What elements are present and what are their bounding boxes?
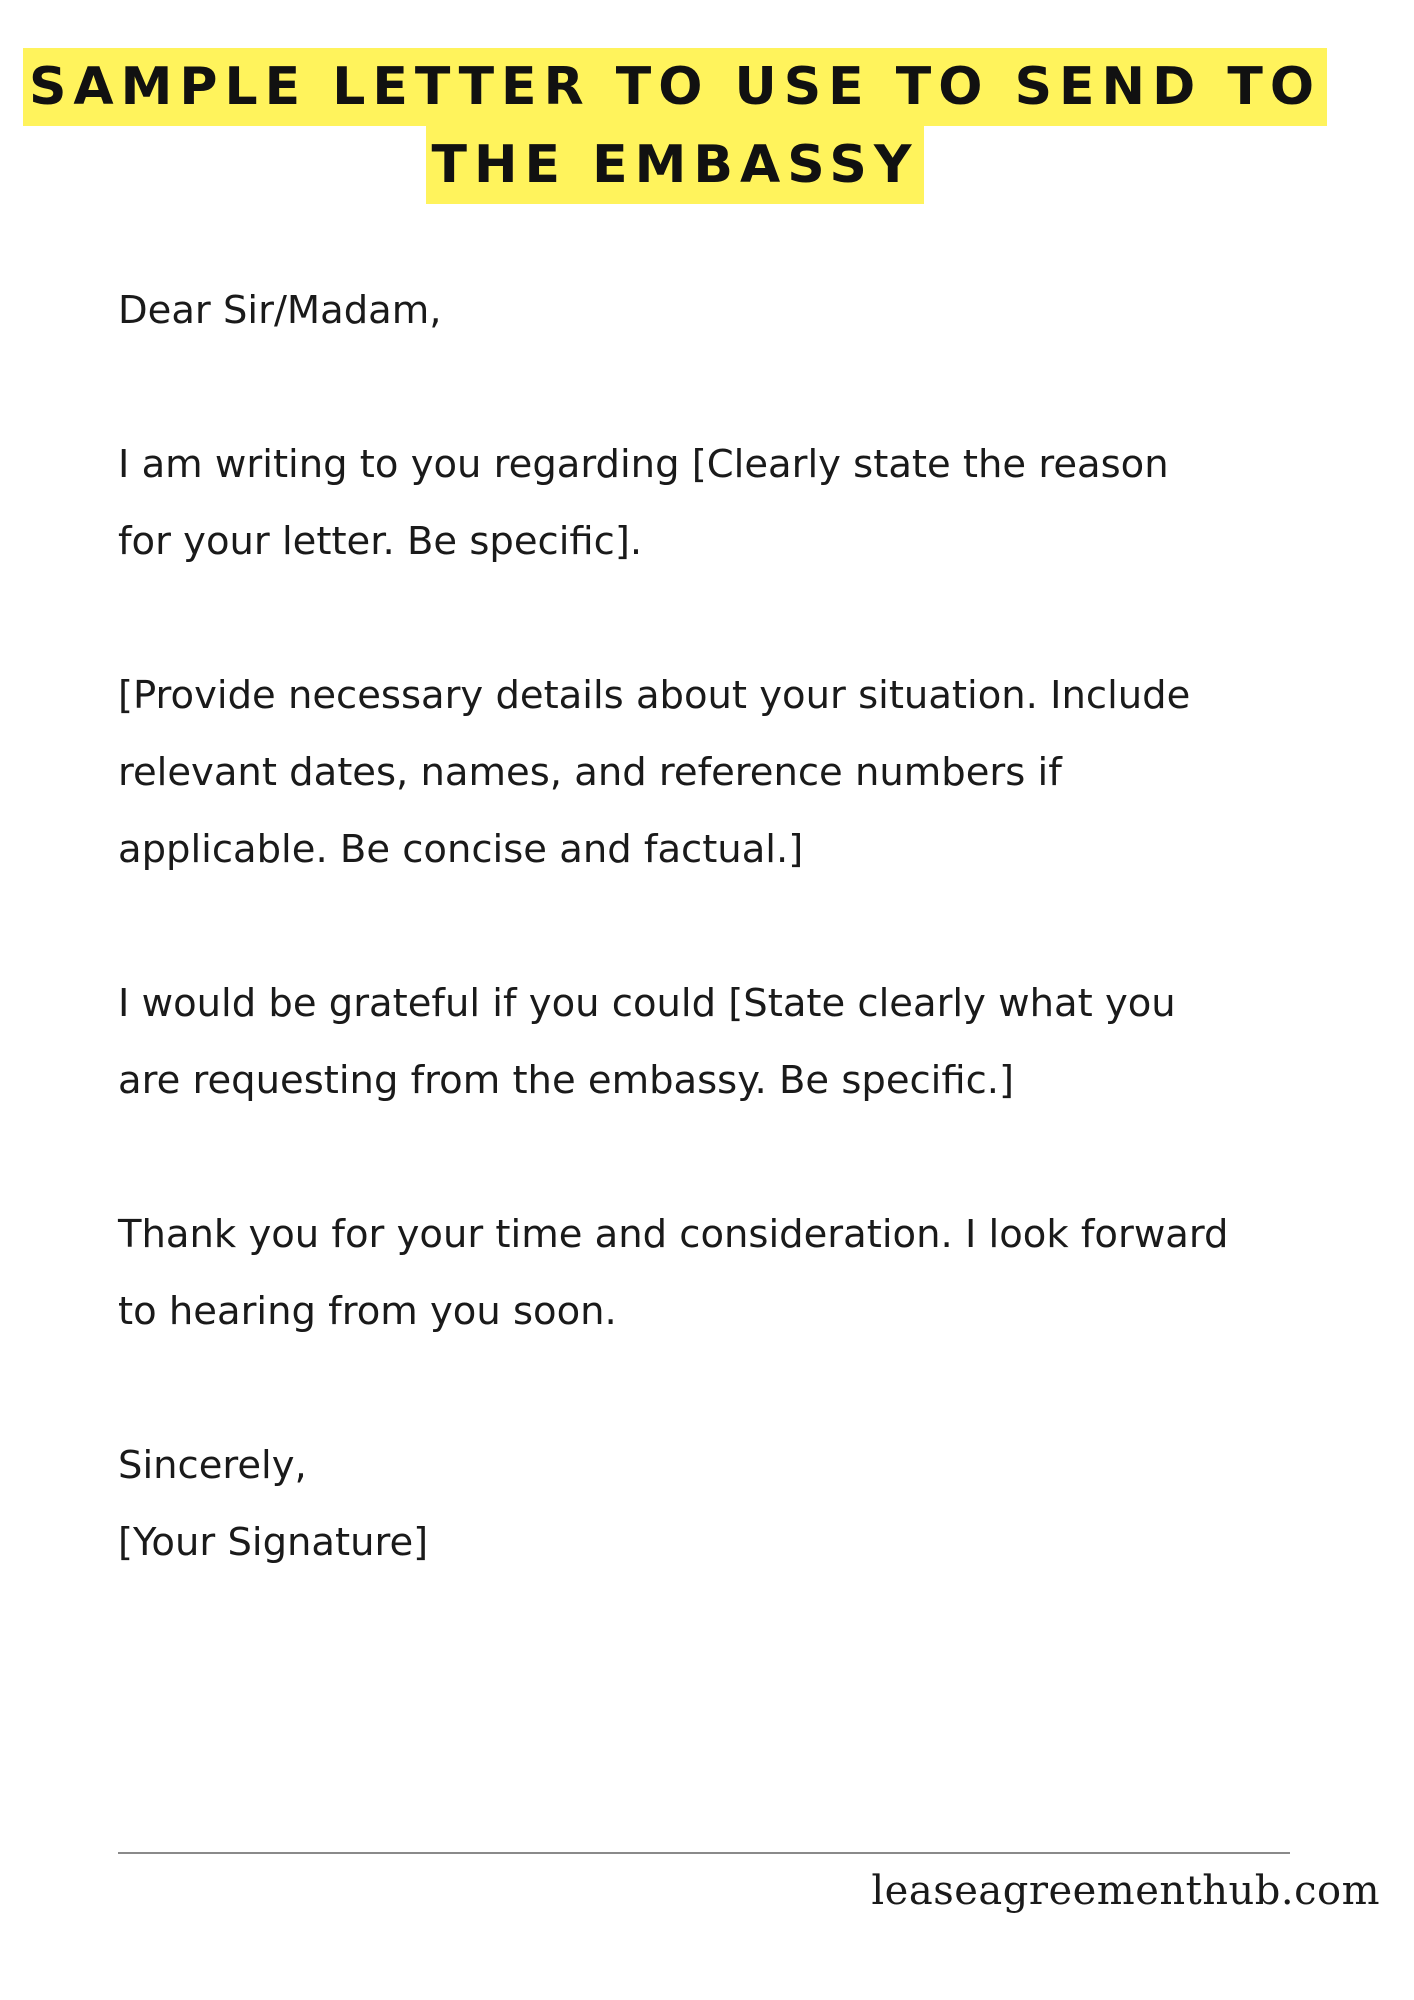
paragraph-thanks-line-1: Thank you for your time and consideration. I look forward	[118, 1212, 1229, 1257]
paragraph-reason-line-1: I am writing to you regarding [Clearly state the reason	[118, 442, 1169, 487]
paragraph-thanks	[118, 1196, 1348, 1350]
salutation: Dear Sir/Madam,	[118, 288, 442, 333]
paragraph-reason-line-2: for your letter. Be specific].	[118, 519, 643, 564]
paragraph-request	[118, 965, 1348, 1119]
paragraph-details	[118, 657, 1348, 888]
letter-body	[118, 272, 1348, 1581]
closing-block	[118, 1427, 1348, 1581]
footer-site-name: leaseagreementhub.com	[871, 1868, 1380, 1914]
paragraph-details-line-2: relevant dates, names, and reference numbers if	[118, 750, 1062, 795]
paragraph-details-line-3: applicable. Be concise and factual.]	[118, 827, 804, 872]
title-line-1: SAMPLE LETTER TO USE TO SEND TO	[23, 48, 1327, 126]
paragraph-reason	[118, 426, 1348, 580]
title-line-2: THE EMBASSY	[426, 126, 925, 204]
paragraph-details-line-1: [Provide necessary details about your situation. Include	[118, 673, 1191, 718]
paragraph-request-line-2: are requesting from the embassy. Be specific.]	[118, 1058, 1015, 1103]
closing-text: Sincerely,	[118, 1443, 307, 1488]
paragraph-thanks-line-2: to hearing from you soon.	[118, 1289, 617, 1334]
signature-placeholder: [Your Signature]	[118, 1520, 429, 1565]
page-title	[0, 48, 1350, 204]
paragraph-request-line-1: I would be grateful if you could [State clearly what you	[118, 981, 1176, 1026]
footer-divider	[118, 1852, 1290, 1854]
